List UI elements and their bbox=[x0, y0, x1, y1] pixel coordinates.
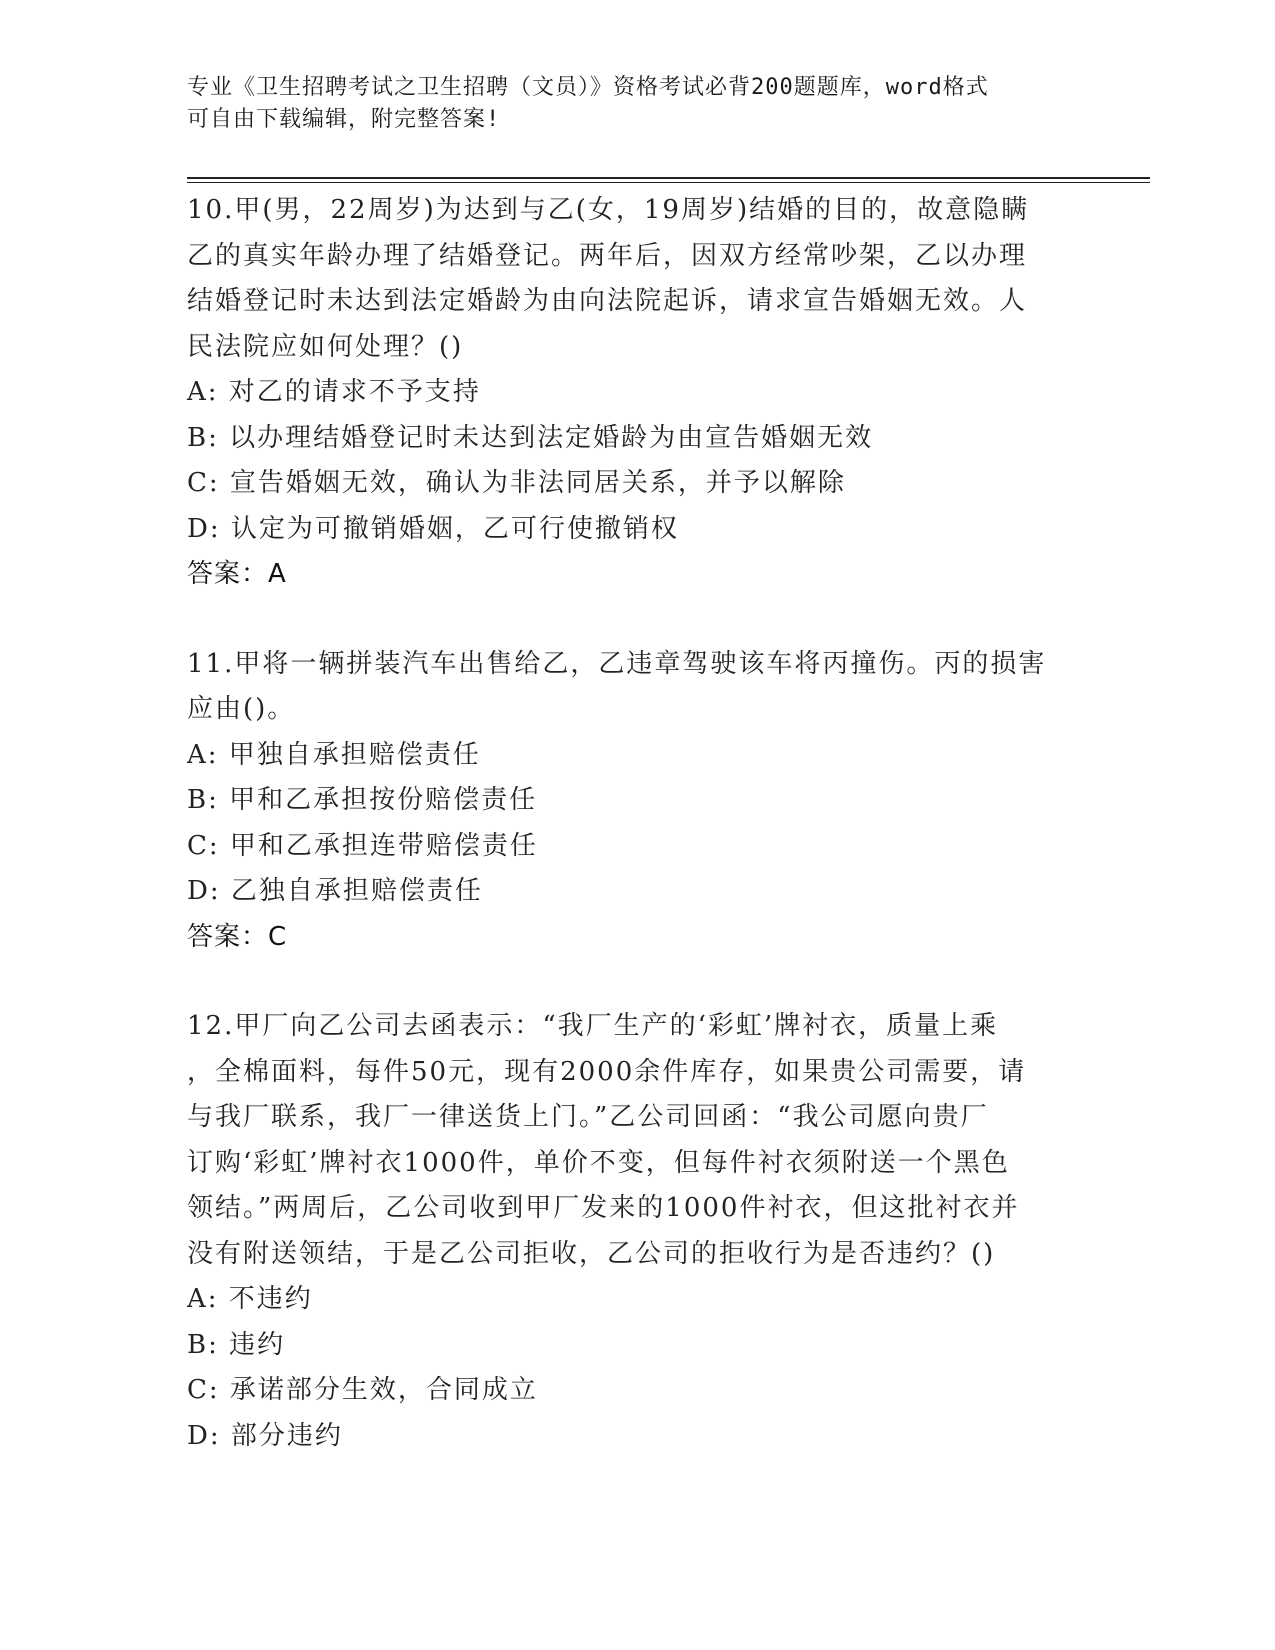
question-text-line: 民法院应如何处理？() bbox=[187, 331, 464, 362]
question-text-line: 乙的真实年龄办理了结婚登记。两年后，因双方经常吵架，乙以办理 bbox=[187, 240, 1028, 271]
question-list bbox=[187, 188, 1087, 1503]
answer-label: 答案：C bbox=[187, 921, 288, 952]
question-text-line: ，全棉面料，每件50元，现有2000余件库存，如果贵公司需要，请 bbox=[187, 1056, 1027, 1087]
question-10 bbox=[187, 188, 1087, 598]
question-text-line: 订购‘彩虹’牌衬衣1000件，单价不变，但每件衬衣须附送一个黑色 bbox=[187, 1147, 1010, 1178]
question-text-line: 没有附送领结，于是乙公司拒收，乙公司的拒收行为是否违约？() bbox=[187, 1238, 996, 1269]
question-text-line: 领结。”两周后，乙公司收到甲厂发来的1000件衬衣，但这批衬衣并 bbox=[187, 1193, 1020, 1223]
document-header bbox=[187, 72, 1087, 136]
question-text-line: 与我厂联系，我厂一律送货上门。”乙公司回函：“我公司愿向贵厂 bbox=[187, 1102, 989, 1132]
question-text-line: 11.甲将一辆拼装汽车出售给乙，乙违章驾驶该车将丙撞伤。丙的损害 bbox=[187, 648, 1047, 679]
option-c: C: 承诺部分生效，合同成立 bbox=[187, 1375, 538, 1405]
option-c: C: 甲和乙承担连带赔偿责任 bbox=[187, 830, 538, 861]
option-d: D: 乙独自承担赔偿责任 bbox=[187, 876, 483, 906]
question-text-line: 12.甲厂向乙公司去函表示：“我厂生产的‘彩虹’牌衬衣，质量上乘 bbox=[187, 1011, 999, 1041]
option-b: B: 违约 bbox=[187, 1329, 286, 1360]
option-a: A: 不违约 bbox=[187, 1284, 313, 1314]
header-divider-thick bbox=[187, 177, 1150, 179]
question-12 bbox=[187, 1004, 1087, 1459]
option-a: A: 对乙的请求不予支持 bbox=[187, 377, 481, 407]
answer-label: 答案：A bbox=[187, 559, 287, 589]
option-d: D: 认定为可撤销婚姻，乙可行使撤销权 bbox=[187, 513, 679, 544]
question-text-line: 10.甲(男，22周岁)为达到与乙(女，19周岁)结婚的目的，故意隐瞒 bbox=[187, 195, 1030, 225]
option-b: B: 以办理结婚登记时未达到法定婚龄为由宣告婚姻无效 bbox=[187, 422, 874, 453]
option-c: C: 宣告婚姻无效，确认为非法同居关系，并予以解除 bbox=[187, 468, 846, 498]
option-b: B: 甲和乙承担按份赔偿责任 bbox=[187, 785, 538, 815]
header-line-2: 可自由下载编辑，附完整答案! bbox=[187, 107, 501, 132]
option-a: A: 甲独自承担赔偿责任 bbox=[187, 739, 481, 770]
header-divider-thin bbox=[187, 182, 1150, 183]
option-d: D: 部分违约 bbox=[187, 1420, 343, 1451]
question-text-line: 应由()。 bbox=[187, 694, 296, 724]
question-text-line: 结婚登记时未达到法定婚龄为由向法院起诉，请求宣告婚姻无效。人 bbox=[187, 286, 1028, 316]
question-11 bbox=[187, 642, 1087, 961]
header-line-1: 专业《卫生招聘考试之卫生招聘（文员）》资格考试必背200题题库，word格式 bbox=[187, 75, 989, 100]
